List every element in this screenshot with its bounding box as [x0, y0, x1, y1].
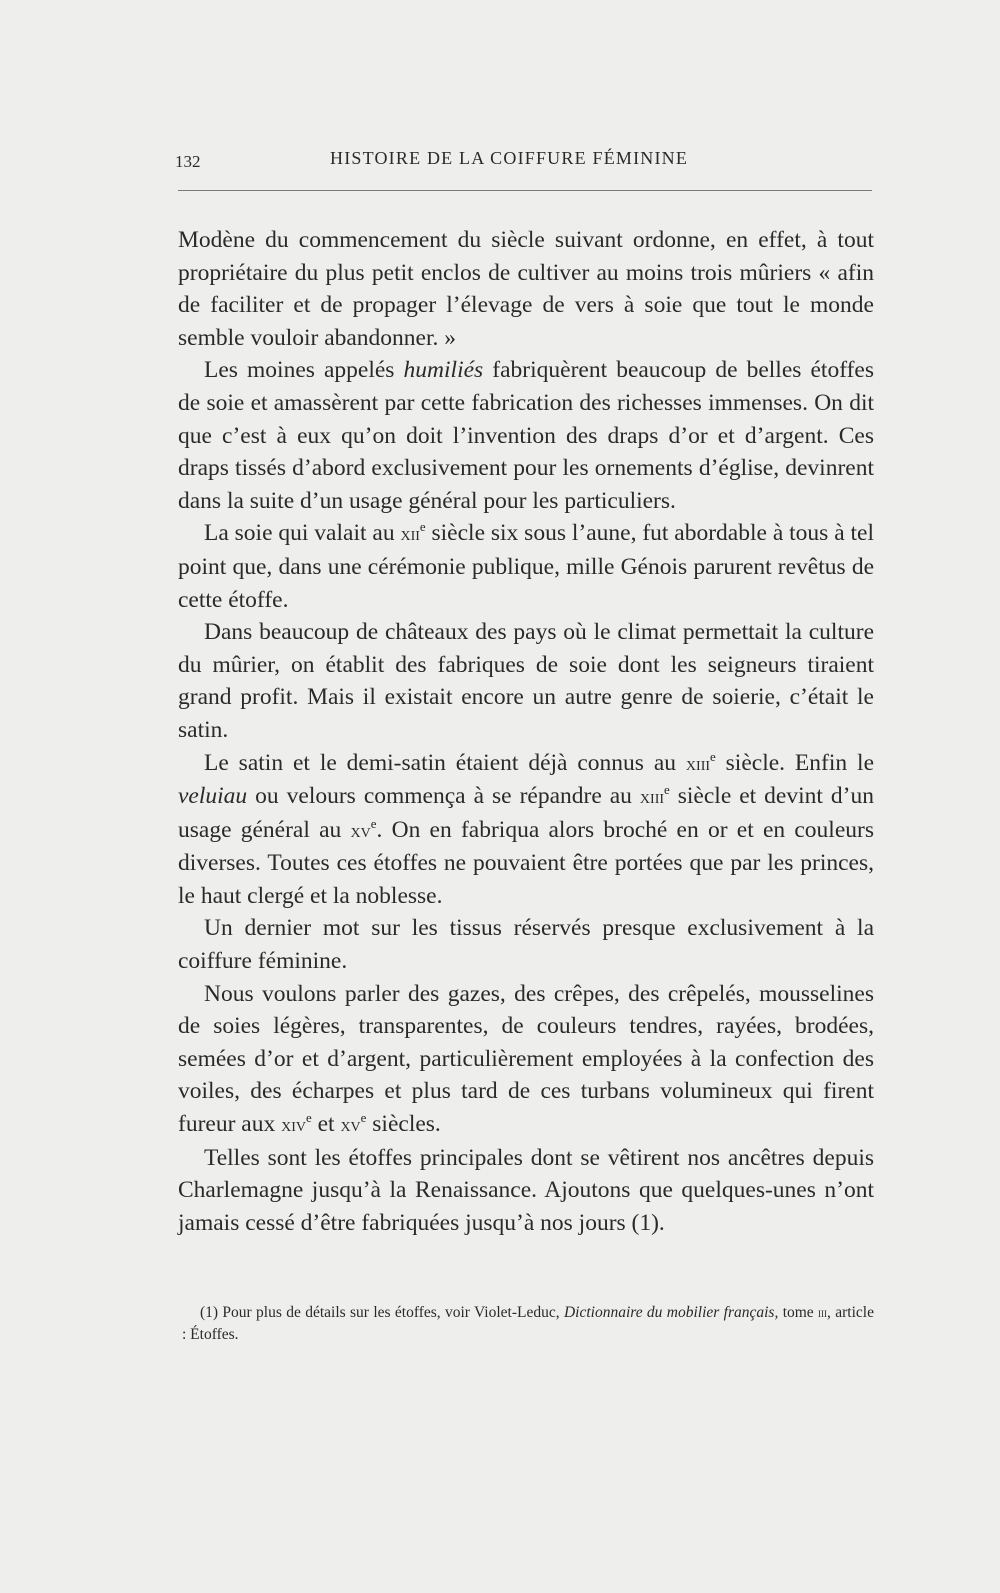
ordinal-superscript: e [710, 748, 716, 764]
paragraph [178, 224, 874, 354]
text-run: , article : Étoffes. [182, 1304, 874, 1343]
ordinal-superscript: e [360, 1109, 367, 1125]
text-run: La soie qui valait au [204, 520, 401, 547]
text-run: Nous voulons parler des gazes, des crêpes, des crêpelés, mousselines de soies légères, transparentes, de couleurs tendres, rayées, brodées, semées d’or et d’argent, particulièrement employées à la confection des voiles, des écharpes et plus tard de ces turbans volumineux qui firent fureur aux [178, 980, 874, 1138]
paragraph [178, 616, 874, 746]
text-run: siècle et devint d’un usage général au [178, 783, 874, 843]
page-number: 132 [175, 152, 201, 171]
text-run: fabriquèrent beaucoup de belles étoffes de soie et amassèrent par cette fabrication des richesses immenses. On dit que c’est à eux qu’on doit l’invention des draps d’or et d’argent. Ces draps tissés d’abord exclusivement pour les ornements d’église, devinrent dans la suite d’un usage général pour les particuliers. [178, 357, 875, 514]
text-run: Dans beaucoup de châteaux des pays où le climat permettait la culture du mûrier, on établit des fabriques de soie dont les seigneurs tiraient grand profit. Mais il existait encore un autre genre de soierie, c’était le satin. [178, 619, 874, 743]
century-numeral: xiv [281, 1114, 306, 1137]
text-run: (1) Pour plus de détails sur les étoffes, voir Violet-Leduc, [200, 1304, 564, 1321]
page-header [175, 148, 872, 172]
text-run: siècles. [366, 1111, 441, 1138]
text-run: . On en fabriqua alors broché en or et en couleurs diverses. Toutes ces étoffes ne pouvaient être portées que par les princes, le haut clergé et la noblesse. [178, 816, 874, 909]
text-run: Les moines appelés [204, 357, 404, 384]
ordinal-superscript: e [305, 1109, 312, 1125]
century-numeral: iii [818, 1305, 828, 1320]
ordinal-superscript: e [664, 782, 670, 798]
text-run: Le satin et le demi-satin étaient déjà connus au [204, 749, 686, 776]
text-run: siècle six sous l’aune, fut abordable à tous à tel point que, dans une cérémonie publique, mille Génois parurent revêtus de cette étoffe. [178, 520, 874, 613]
text-run: Un dernier mot sur les tissus réservés presque exclusivement à la coiffure féminine. [178, 915, 874, 975]
running-title: HISTOIRE DE LA COIFFURE FÉMININE [330, 148, 689, 168]
text-run: siècle. Enfin le [715, 749, 875, 776]
text-run: et [311, 1111, 341, 1138]
text-run: ou velours commença à se répandre au [247, 783, 640, 810]
header-rule [178, 190, 872, 191]
paragraph [178, 1142, 874, 1240]
text-run: Modène du commencement du siècle suivant ordonne, en effet, à tout propriétaire du plus petit enclos de cultiver au moins trois mûriers « afin de faciliter et de propager l’élevage de vers à soie que tout le monde semble vouloir abandonner. » [178, 227, 874, 351]
paragraph [178, 912, 874, 977]
italic-term: veluiau [178, 783, 248, 810]
century-numeral: xiii [685, 752, 711, 775]
body-text [178, 224, 874, 1239]
text-run: Telles sont les étoffes principales dont se vêtirent nos ancêtres depuis Charlemagne jusqu’à la Renaissance. Ajoutons que quelques-unes n’ont jamais cessé d’être fabriquées jusqu’à nos jours (1). [178, 1144, 874, 1236]
century-numeral: xv [350, 819, 371, 842]
century-numeral: xiii [639, 786, 665, 809]
ordinal-superscript: e [370, 815, 377, 831]
paragraph [178, 978, 874, 1142]
ordinal-superscript: e [419, 519, 426, 535]
text-run: tome [778, 1304, 819, 1321]
italic-term: Dictionnaire du mobilier français, [563, 1304, 779, 1321]
paragraph [178, 517, 874, 616]
paragraph [178, 354, 874, 517]
footnote [182, 1302, 874, 1346]
century-numeral: xii [400, 523, 420, 546]
century-numeral: xv [340, 1114, 361, 1137]
italic-term: humiliés [403, 357, 484, 384]
paragraph [178, 747, 874, 913]
